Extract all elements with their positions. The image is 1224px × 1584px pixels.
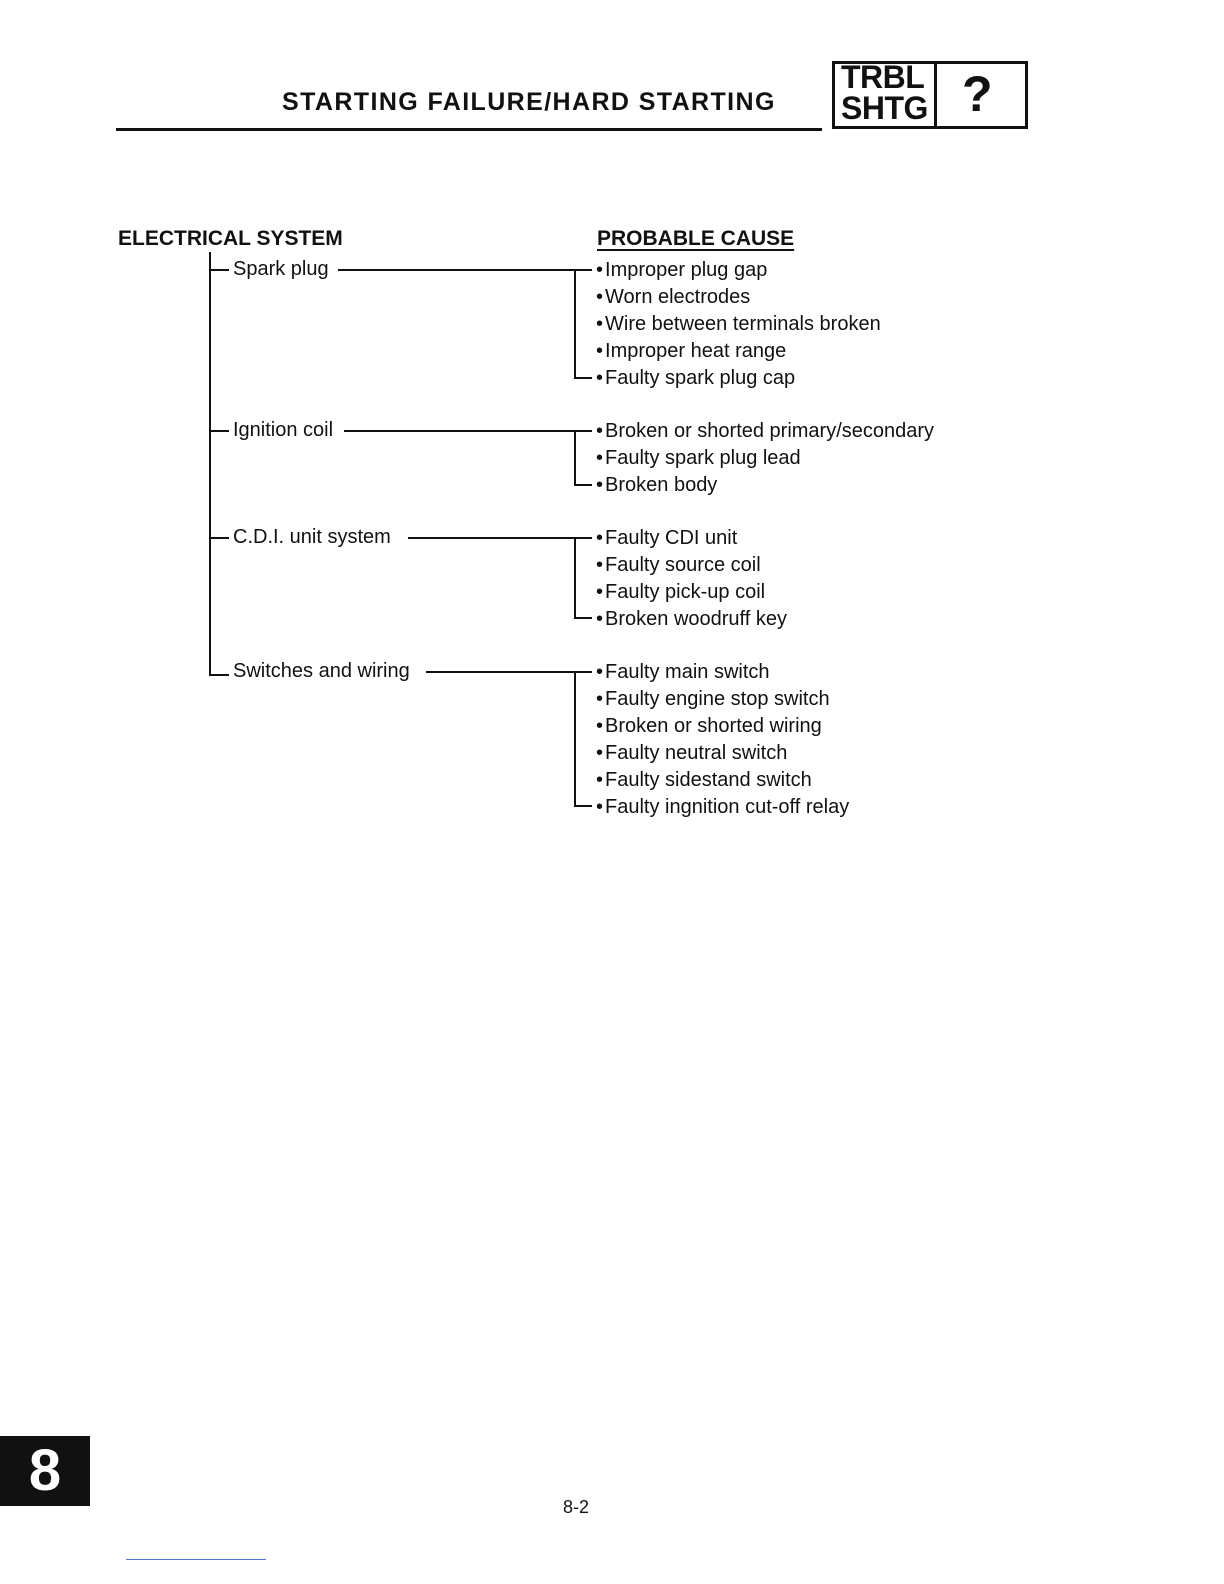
list-item: • Faulty ingnition cut-off relay [596,795,849,822]
list-item: • Broken or shorted primary/secondary [596,419,934,446]
list-item: • Faulty CDI unit [596,526,787,553]
title-rule [116,128,822,131]
troubleshooting-tab-label [841,59,928,126]
list-item: • Broken woodruff key [596,607,787,634]
cause-list-spark-plug [596,258,881,393]
footer-rule [126,1559,266,1560]
branch-label-switches-wiring: Switches and wiring [233,660,410,682]
tab-line-1: TRBL [841,59,925,95]
tree-trunk-line [209,252,211,676]
list-item: • Broken body [596,473,934,500]
branch-tick [209,430,229,432]
list-item: • Faulty source coil [596,553,787,580]
list-item: • Faulty spark plug cap [596,366,881,393]
branch-label-ignition-coil: Ignition coil [233,419,334,441]
list-item: • Broken or shorted wiring [596,714,849,741]
cause-bracket-end [574,484,592,486]
list-item: • Faulty spark plug lead [596,446,934,473]
branch-tick [209,269,229,271]
cause-bracket [574,671,576,807]
cause-list-cdi-unit [596,526,787,634]
branch-tick [209,537,229,539]
list-item: • Improper plug gap [596,258,881,285]
cause-bracket-end [574,805,592,807]
list-item: • Faulty sidestand switch [596,768,849,795]
list-item: • Wire between terminals broken [596,312,881,339]
list-item: • Worn electrodes [596,285,881,312]
list-item: • Faulty main switch [596,660,849,687]
cause-bracket [574,430,576,485]
cause-heading: PROBABLE CAUSE [597,227,795,250]
cause-bracket [574,269,576,379]
page-number: 8-2 [563,1497,590,1517]
branch-label-spark-plug: Spark plug [233,258,329,280]
system-heading: ELECTRICAL SYSTEM [118,227,343,250]
cause-bracket [574,537,576,619]
cause-list-ignition-coil [596,419,934,500]
branch-connector [344,430,592,432]
cause-bracket-end [574,377,592,379]
list-item: • Faulty neutral switch [596,741,849,768]
chapter-tab: 8 [0,1436,90,1506]
branch-label-cdi-unit: C.D.I. unit system [233,526,391,548]
tab-line-2: SHTG [841,90,928,126]
list-item: • Improper heat range [596,339,881,366]
troubleshooting-tab-divider [934,61,937,129]
cause-bracket-end [574,617,592,619]
branch-tick [209,674,229,676]
list-item: • Faulty engine stop switch [596,687,849,714]
cause-list-switches-wiring [596,660,849,822]
branch-connector [426,671,592,673]
branch-connector [408,537,592,539]
question-mark-icon: ? [962,66,993,122]
page-title: STARTING FAILURE/HARD STARTING [282,88,776,116]
list-item: • Faulty pick-up coil [596,580,787,607]
branch-connector [338,269,592,271]
